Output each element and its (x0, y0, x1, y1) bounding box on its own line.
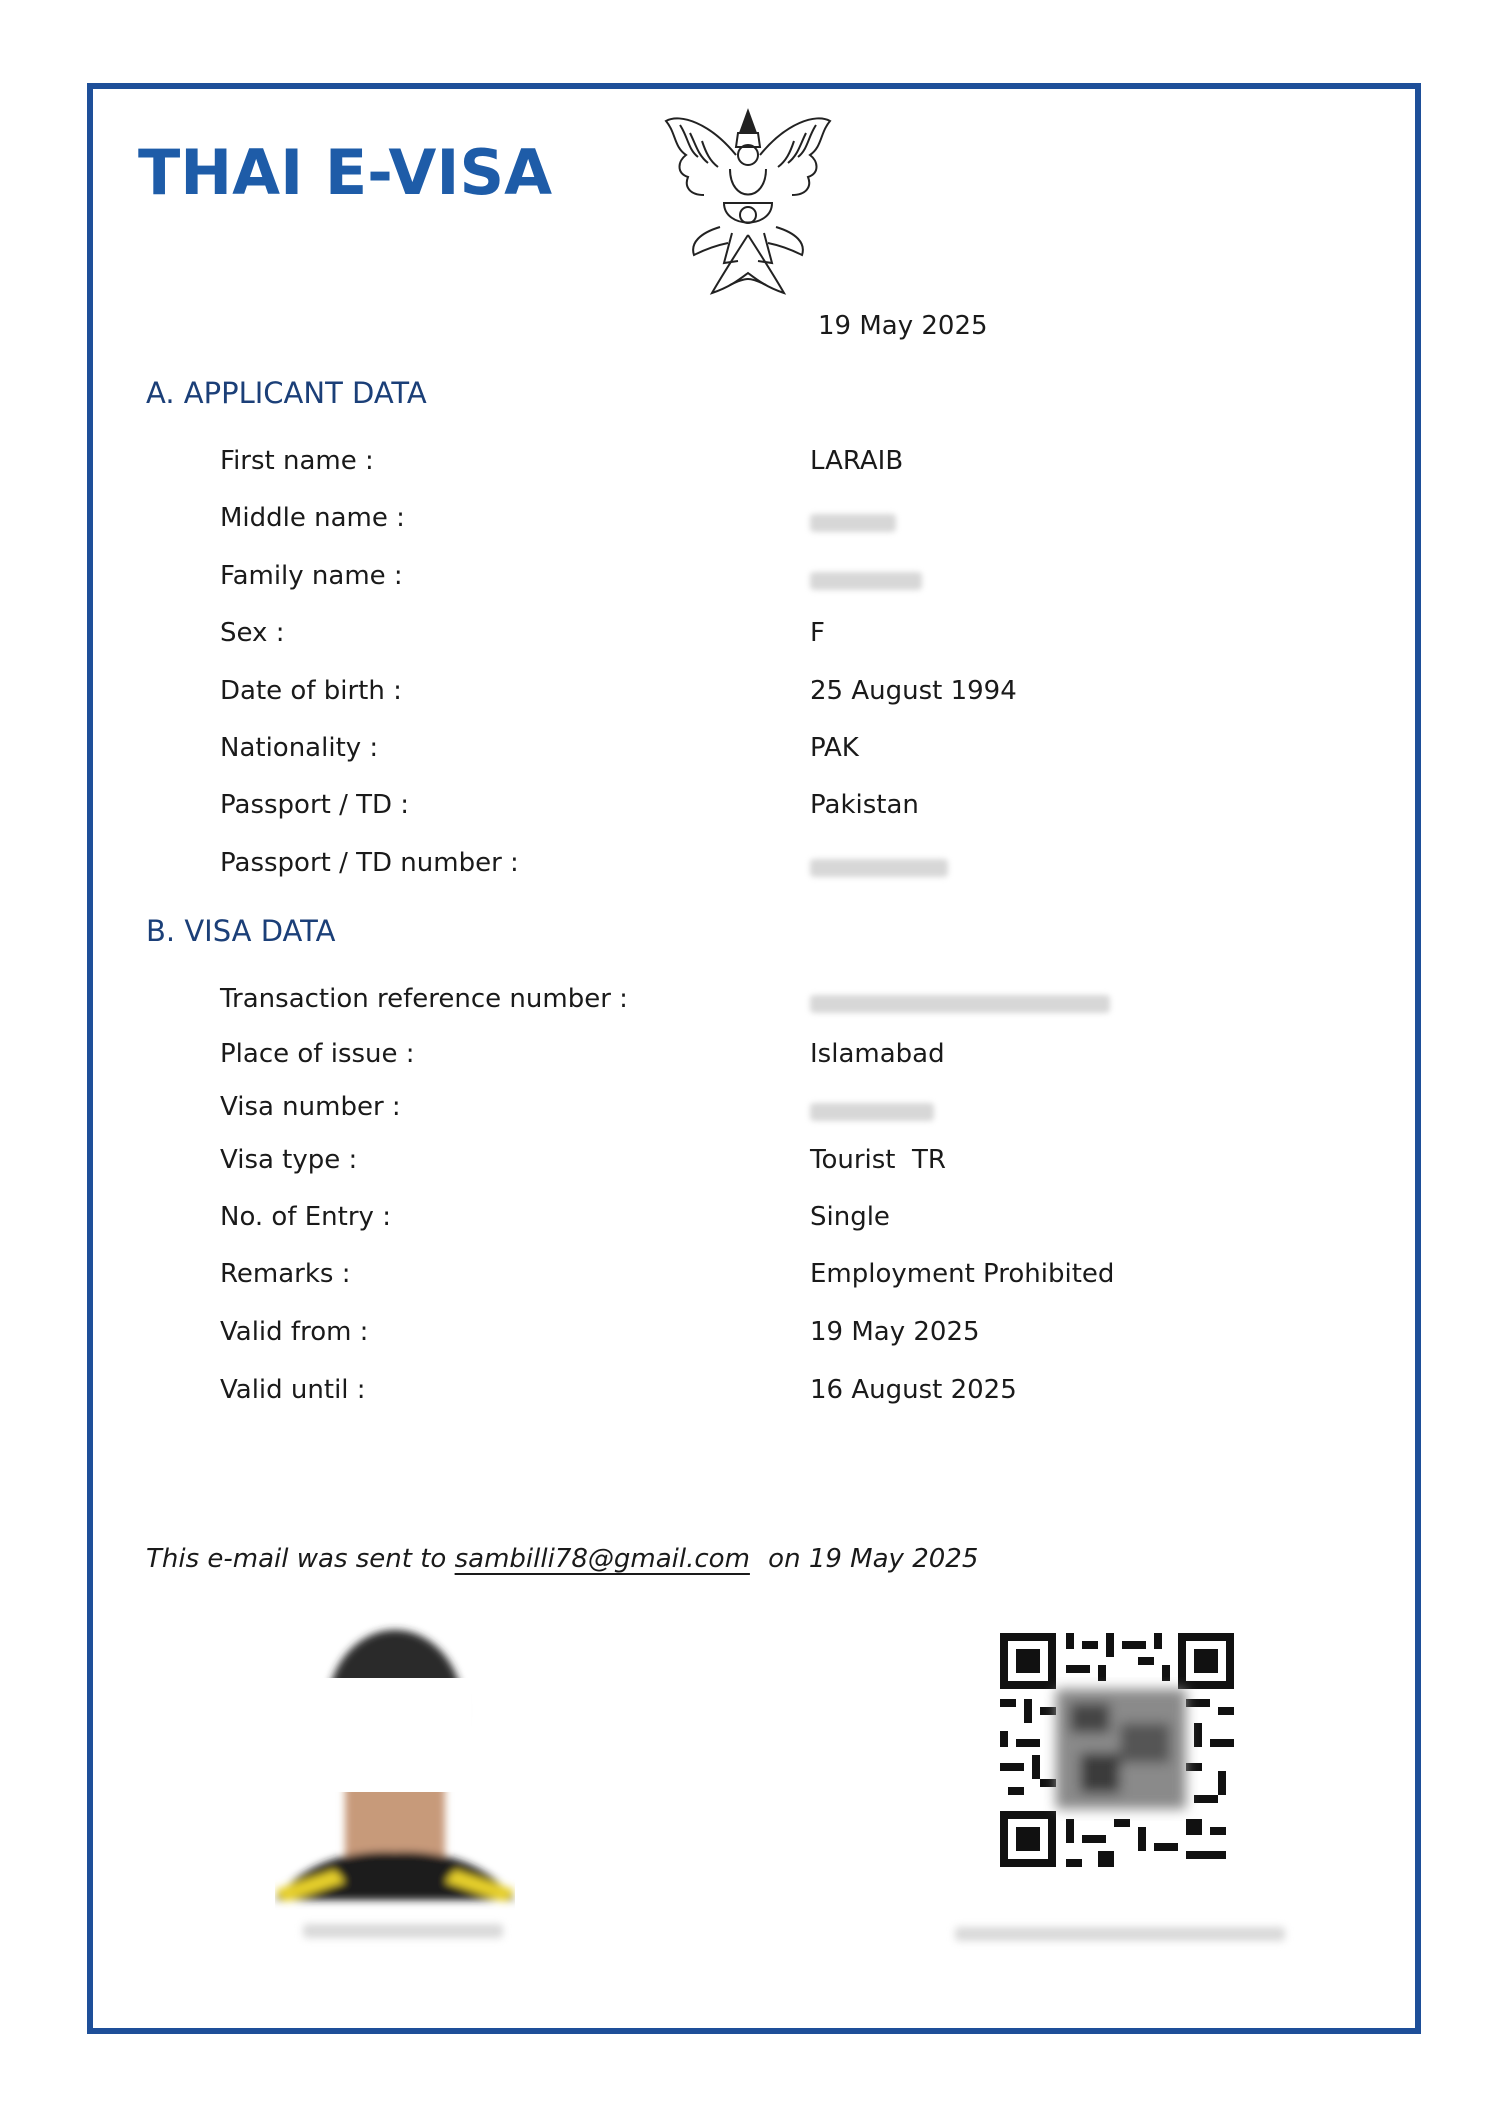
field-label: Valid from : (220, 1317, 369, 1347)
applicant-photo (275, 1620, 515, 1910)
field-label: Passport / TD : (220, 790, 410, 820)
sent-prefix: This e-mail was sent to (146, 1544, 447, 1574)
field-label: Family name : (220, 561, 403, 591)
field-label: No. of Entry : (220, 1202, 391, 1232)
photo-caption-redacted (303, 1924, 503, 1938)
field-value: Single (810, 1202, 890, 1232)
row-transaction-ref (220, 984, 1320, 1024)
field-value: LARAIB (810, 446, 904, 476)
redacted-value (810, 848, 948, 878)
field-value: F (810, 618, 825, 648)
qr-code-icon (1000, 1633, 1234, 1867)
redacted-value (810, 503, 896, 533)
field-label: Passport / TD number : (220, 848, 519, 878)
field-value: 16 August 2025 (810, 1375, 1017, 1405)
issue-date: 19 May 2025 (818, 311, 988, 341)
row-first-name (220, 446, 1320, 486)
section-visa-title: B. VISA DATA (146, 914, 336, 948)
row-valid-until (220, 1375, 1320, 1415)
row-place-of-issue (220, 1039, 1320, 1079)
row-visa-type (220, 1145, 1320, 1185)
field-label: Visa type : (220, 1145, 358, 1175)
row-date-of-birth (220, 676, 1320, 716)
field-value: Tourist TR (810, 1145, 946, 1175)
field-label: Place of issue : (220, 1039, 415, 1069)
row-nationality (220, 733, 1320, 773)
row-family-name (220, 561, 1320, 601)
row-no-of-entry (220, 1202, 1320, 1242)
field-value: PAK (810, 733, 859, 763)
redacted-value (810, 984, 1110, 1014)
field-label: Transaction reference number : (220, 984, 628, 1014)
field-value: 19 May 2025 (810, 1317, 980, 1347)
row-passport (220, 790, 1320, 830)
row-passport-number (220, 848, 1320, 888)
field-label: Remarks : (220, 1259, 351, 1289)
garuda-emblem-icon (660, 103, 836, 299)
field-value: Pakistan (810, 790, 919, 820)
field-label: Visa number : (220, 1092, 401, 1122)
row-sex (220, 618, 1320, 658)
field-label: Date of birth : (220, 676, 402, 706)
recipient-email-link[interactable]: sambilli78@gmail.com (454, 1544, 750, 1574)
field-value: Islamabad (810, 1039, 945, 1069)
field-label: First name : (220, 446, 374, 476)
redacted-value (810, 1092, 934, 1122)
field-label: Sex : (220, 618, 285, 648)
email-sent-note (146, 1544, 978, 1574)
row-valid-from (220, 1317, 1320, 1357)
field-value: Employment Prohibited (810, 1259, 1115, 1289)
field-label: Valid until : (220, 1375, 366, 1405)
redacted-value (810, 561, 922, 591)
field-value: 25 August 1994 (810, 676, 1017, 706)
row-middle-name (220, 503, 1320, 543)
sent-suffix: on 19 May 2025 (768, 1544, 979, 1574)
brand-title: THAI E-VISA (138, 136, 553, 209)
field-label: Middle name : (220, 503, 405, 533)
qr-caption-redacted (955, 1927, 1285, 1941)
field-label: Nationality : (220, 733, 379, 763)
row-visa-number (220, 1092, 1320, 1132)
section-applicant-title: A. APPLICANT DATA (146, 376, 427, 410)
row-remarks (220, 1259, 1320, 1299)
